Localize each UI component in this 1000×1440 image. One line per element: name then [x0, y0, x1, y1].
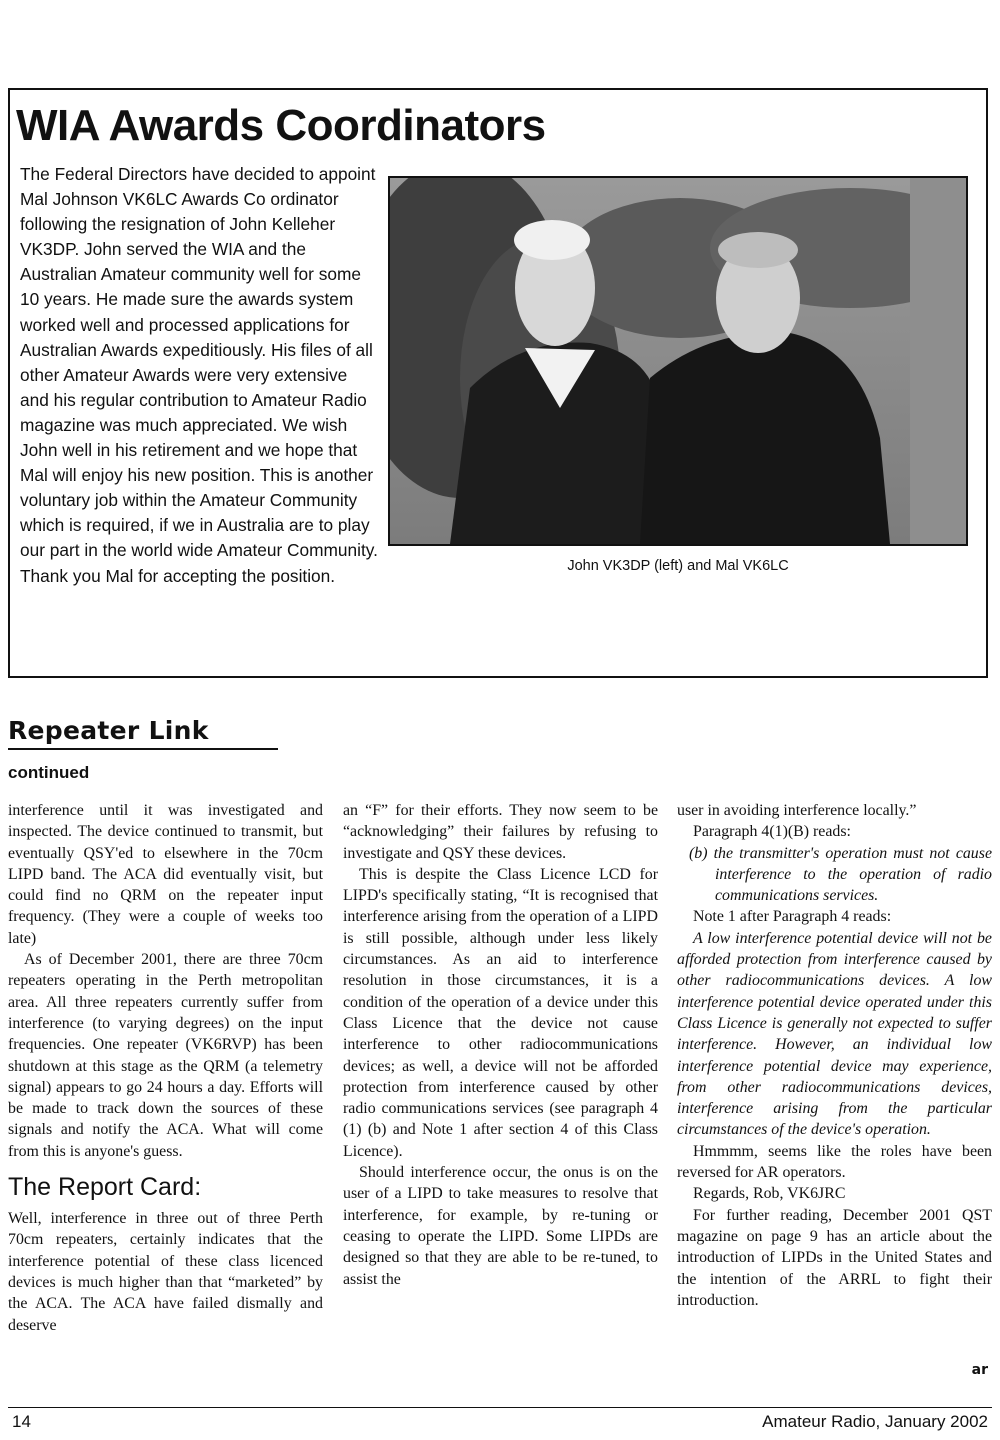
- awards-article: [20, 162, 970, 617]
- paragraph: Well, interference in three out of three Perth 70cm repeaters, certainly indicates that the interference potential of these class licenced devices is much higher than that “marketed” by the ACA. The ACA have failed dismally and deserve: [8, 1210, 323, 1334]
- column-1: [8, 800, 323, 1336]
- awards-body-text: The Federal Directors have decided to appoint Mal Johnson VK6LC Awards Co ordinator following the resignation of John Kelleher VK3DP. John served the WIA and the Australian Amateur community well for some 10 years. He made sure the awards system worked well and processed applications for Australian Awards expeditiously. His files of all other Amateur Awards were very extensive and his regular contribution to Amateur Radio magazine was much appreciated. We wish John well in his retirement and we hope that Mal will enjoy his new position. This is another voluntary job within the Amateur Community which is required, if we in Australia are to play our part in the world wide Amateur Community. Thank you Mal for accepting the position.: [20, 164, 378, 586]
- paragraph: For further reading, December 2001 QST magazine on page 9 has an article about the introduction of LIPDs in the United States and the intention of the ARRL to fight their introduction.: [677, 1206, 992, 1309]
- publication-footer: Amateur Radio, January 2002: [762, 1412, 988, 1431]
- section-title-repeater-link: Repeater Link: [8, 714, 278, 750]
- quoted-paragraph: (b) the transmitter's operation must not cause interference to the operation of radio communications services.: [689, 844, 992, 905]
- column-2: [343, 800, 658, 1290]
- paragraph: Paragraph 4(1)(B) reads:: [693, 823, 851, 841]
- awards-box: [8, 88, 988, 678]
- photo-caption: John VK3DP (left) and Mal VK6LC: [567, 558, 789, 574]
- section-subtitle: continued: [8, 763, 90, 782]
- photo-block: [388, 162, 970, 617]
- footer-rule: [8, 1407, 992, 1408]
- column-3: [677, 800, 992, 1311]
- report-card-heading: The Report Card:: [8, 1173, 202, 1202]
- paragraph: This is despite the Class Licence LCD for LIPD's specifically stating, “It is recognised that interference arising from the operation of a LIPD is still possible, although under less likely circumstances. As an aid to interference resolution in those circumstances, it is a condition of the operation of a device under this Class Licence that the device not cause interference to other radiocommunications devices; as well, a device will not be afforded protection from interference caused by other radio communications services (see paragraph 4 (1) (b) and Note 1 after section 4 of this Class Licence).: [343, 865, 658, 1160]
- end-mark: ar: [971, 1362, 988, 1378]
- paragraph: Should interference occur, the onus is on the user of a LIPD to take measures to resolve that interference, for example, by re-tuning or ceasing to operate the LIPD. Some LIPDs are designed so that they are able to be re-tuned, to assist the: [343, 1164, 658, 1288]
- page-number: 14: [12, 1412, 31, 1431]
- awards-title: WIA Awards Coordinators: [16, 101, 546, 150]
- paragraph: As of December 2001, there are three 70cm repeaters operating in the Perth metropolitan area. All three repeaters currently suffer from interference (to varying degrees) on the input frequencies. One repeater (VK6RVP) has been shutdown at this stage as the QRM (a telemetry signal) appears to go 24 hours a day. Efforts will be made to track down the sources of these signals and notify the ACA. What will come from this is anyone's guess.: [8, 951, 323, 1160]
- paragraph: user in avoiding interference locally.”: [677, 802, 917, 819]
- paragraph: Hmmmm, seems like the roles have been reversed for AR operators.: [677, 1142, 992, 1182]
- photo-john-and-mal: [388, 176, 968, 546]
- photo-image: [390, 178, 966, 544]
- paragraph: an “F” for their efforts. They now seem to be “acknowledging” their failures by refusing to investigate and QSY these devices.: [343, 802, 658, 862]
- quoted-paragraph: A low interference potential device will not be afforded protection from interference caused by other radiocommunications devices. A low interference potential device operated under this Class Licence is generally not expected to suffer interference. However, an individual low interference potential device may experience, from other radiocommunications devices, interference arising from the particular circumstances of the device's operation.: [677, 929, 992, 1139]
- paragraph: interference until it was investigated and inspected. The device continued to transmit, but eventually QSY'ed to elsewhere in the 70cm LIPD band. The ACA did eventually visit, but could find no QRM on the repeater input frequency. (They were a couple of weeks too late): [8, 802, 323, 947]
- signature: Regards, Rob, VK6JRC: [693, 1185, 846, 1203]
- paragraph: Note 1 after Paragraph 4 reads:: [693, 908, 892, 926]
